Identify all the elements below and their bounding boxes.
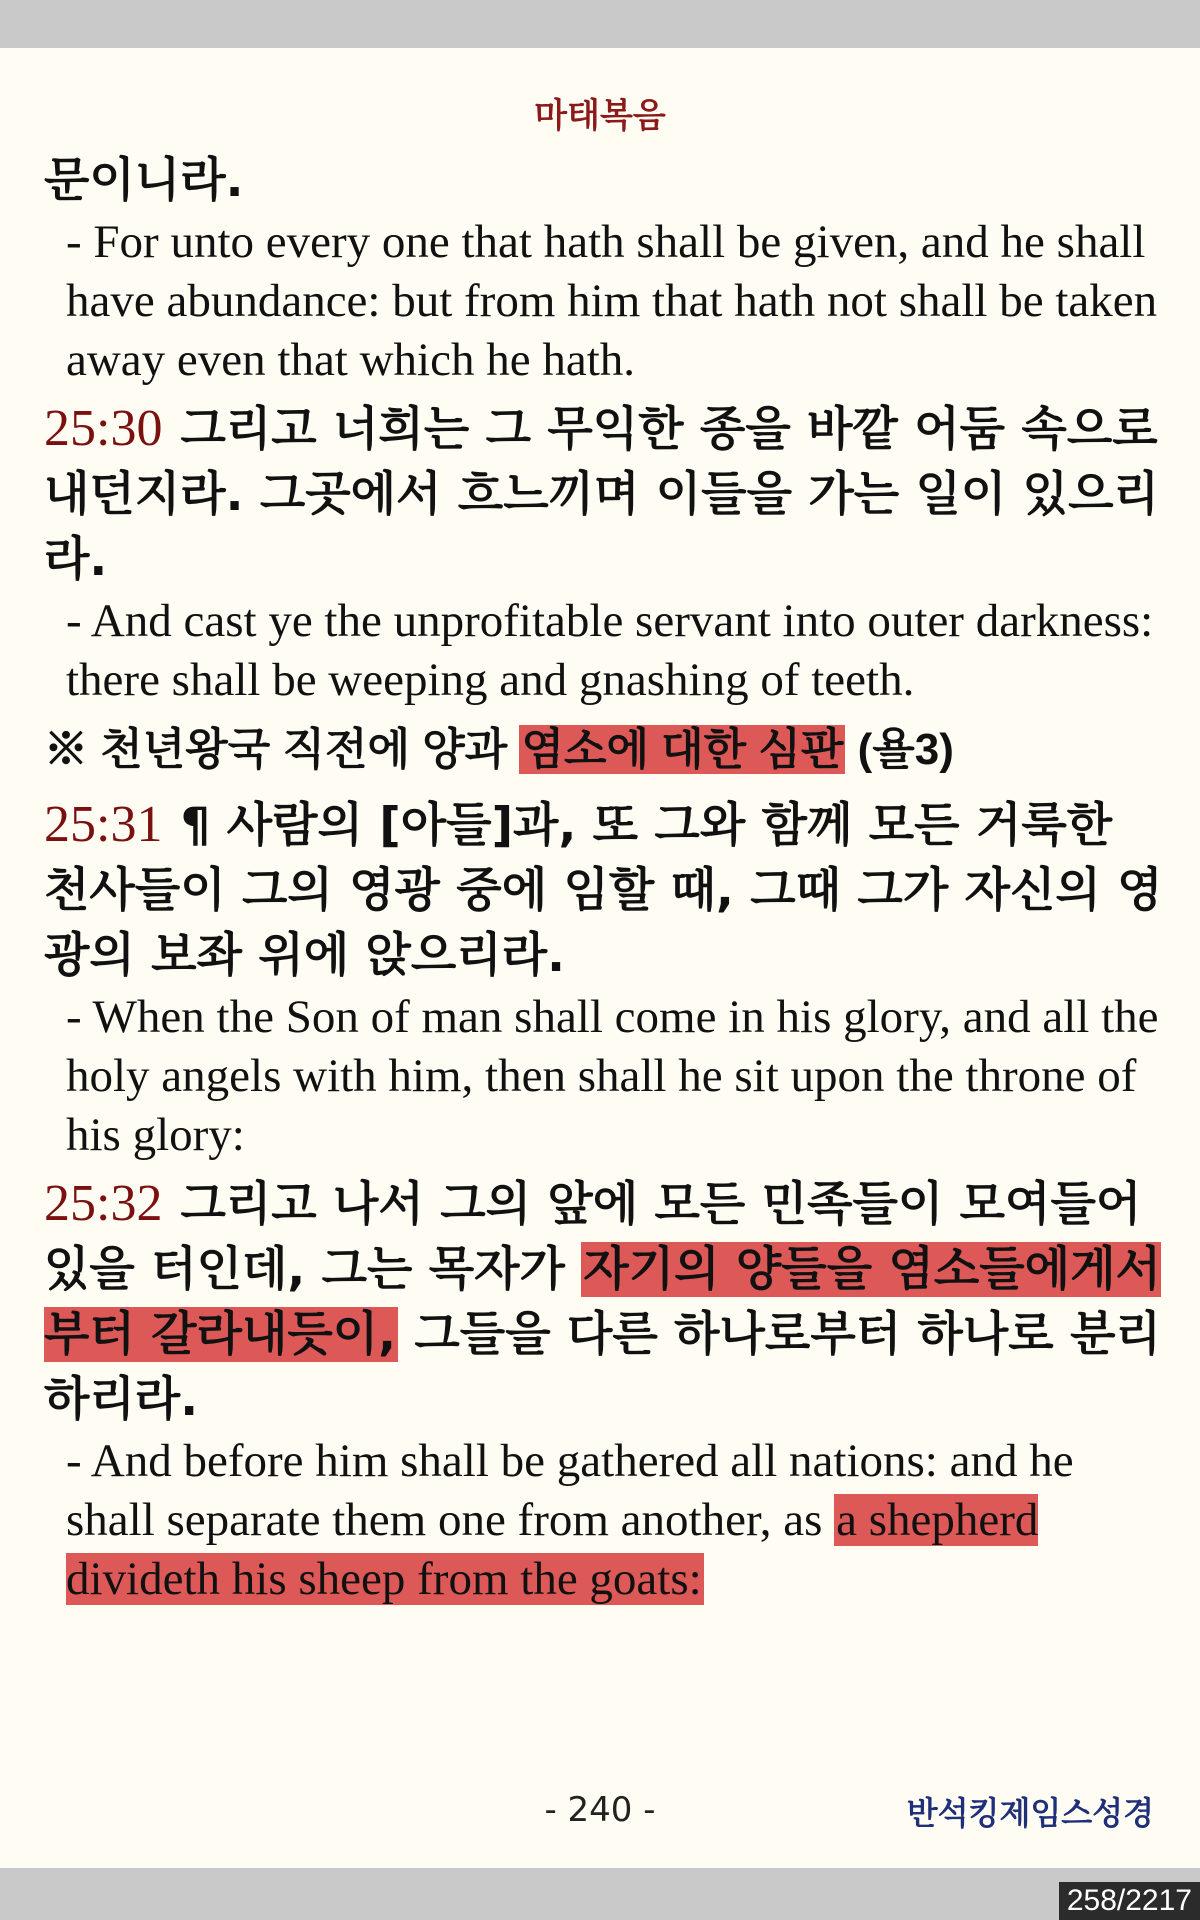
verse-25-31-korean	[44, 792, 1164, 988]
verse-ref-25-31: 25:31	[44, 796, 163, 853]
korean-verse-fragment: 문이니라.	[44, 153, 244, 208]
verse-ref-25-32: 25:32	[44, 1175, 163, 1232]
page-content	[44, 148, 1164, 1615]
verse-25-30-english: - And cast ye the unprofitable servant into outer darkness: there shall be weeping and gnashing of teeth.	[66, 595, 1154, 706]
bible-page	[0, 48, 1200, 1868]
verse-25-32-korean	[44, 1171, 1164, 1432]
verse-25-32-korean-text-b: 그들을 다른 하나로부터 하나로 분리하리라.	[44, 1307, 1161, 1427]
verse-25-31-english: - When the Son of man shall come in his glory, and all the holy angels with him, then shall he sit upon the throne of his glory:	[66, 991, 1159, 1161]
verse-25-32-korean-highlight: 자기의 양들을 염소들에게서부터 갈라내듯이,	[44, 1242, 1161, 1362]
page-counter: 258/2217	[1059, 1882, 1200, 1920]
book-title: 마태복음	[534, 96, 666, 136]
page-number: - 240 -	[544, 1790, 656, 1830]
verse-25-32-korean-text-a: 그리고 나서 그의 앞에 모든 민족들이 모여들어 있을 터인데, 그는 목자가	[44, 1177, 1142, 1297]
verse-25-32-english-highlight: a shepherd divideth his sheep from the goats:	[66, 1494, 1039, 1605]
verse-25-31-korean-text: ¶ 사람의 [아들]과, 또 그와 함께 모든 거룩한 천사들이 그의 영광 중에 임할 때, 그때 그가 자신의 영광의 보좌 위에 앉으리라.	[44, 798, 1163, 983]
english-verse-fragment: - For unto every one that hath shall be given, and he shall have abundance: but from him that hath not shall be taken away even that which he hath.	[66, 216, 1158, 386]
note-highlight: 염소에 대한 심판	[521, 725, 844, 774]
verse-25-32-english-text: - And before him shall be gathered all nations: and he shall separate them one from another, as	[66, 1435, 1074, 1546]
note-prefix: ※ 천년왕국 직전에 양과	[44, 725, 520, 774]
section-note	[44, 716, 1164, 784]
verse-ref-25-30: 25:30	[44, 400, 163, 457]
verse-25-30-korean-text: 그리고 너희는 그 무익한 종을 바깥 어둠 속으로 내던지라. 그곳에서 흐느끼며 이들을 가는 일이 있으리라.	[44, 402, 1159, 587]
note-suffix: (욜3)	[845, 725, 954, 774]
verse-25-30-korean	[44, 396, 1164, 592]
verse-25-32-english	[66, 1432, 1164, 1609]
brand-label: 반석킹제임스성경	[906, 1794, 1154, 1832]
